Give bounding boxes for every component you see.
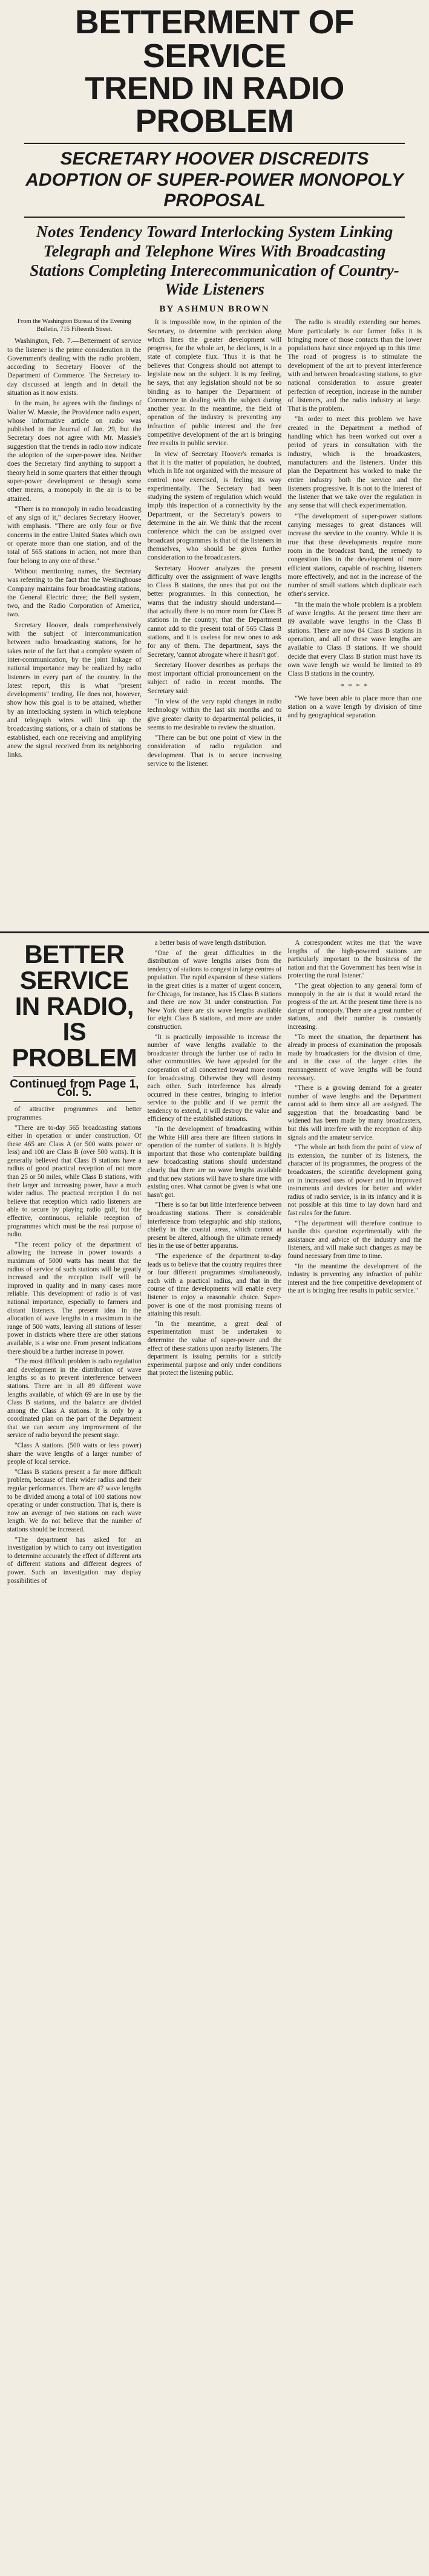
article-paragraph: Secretary Hoover describes as perhaps the most important official pronouncement on the subject of radio in recent months. The Secretary said:: [147, 660, 282, 695]
headline: [8, 5, 421, 138]
headline-rule: [24, 143, 405, 144]
article-paragraph: "In the meantime the development of the industry is preventing any infraction of public interest and the free competitive development of the art is bringing free results in public service.": [287, 1262, 422, 1295]
article-paragraph: "Class A stations. (500 watts or less power) share the wave lengths of a larger number of people of local service.: [7, 1442, 142, 1466]
article-paragraph: "We have been able to place more than one station on a wave length by division of time and by geographical separation.: [287, 694, 422, 720]
article-paragraph: "One of the great difficulties in the distribution of wave lengths arises from the tendency of stations to congest in large centres of population. The rapid expansion of these stations in the great cities is a matter of urgent concern, for Chicago, for instance, has 15 Class B stations and there are now 31 under construction. For New York there are six wave lengths available for eight Class B stations, and more are under construction.: [147, 949, 282, 1031]
article-paragraph: In the main, he agrees with the findings of Walter W. Massie, the Providence radio expert, whose informative article on radio was published in the Journal of Jan. 29, but the Secretary does not agree with Mr. Massie's suggestion that the trends in radio now indicate the adoption of the super-power idea. Neither does the Secretary find anything to support a theory held in some quarters that either through super-power development or through some other means, a monopoly in the air is to be attained.: [7, 399, 142, 503]
continued-column-3: [287, 939, 422, 2560]
article-paragraph: Without mentioning names, the Secretary was referring to the fact that the Westinghouse Company maintains four broadcasting stations, the General Electric three; the Bell system, two, and the Radio Corporation of America, two.: [7, 567, 142, 619]
section-stars: * * * *: [340, 682, 369, 691]
article-paragraph: "There can be but one point of view in the consideration of radio regulation and development. That is to secure increasing service to the listener.: [147, 734, 282, 768]
article-column-1: [7, 318, 142, 1008]
article-paragraph: "The whole art both from the point of view of its extension, the number of its listeners, the character of its programmes, the progress of the broadcasters, the scientific development going on in increased uses of power and in improved instruments and devices for better and wider radius of radio service, is in its infancy and it is not possible at this time to lay down hard and fast rules for the future.: [287, 1144, 422, 1217]
article-paragraph: "There is a growing demand for a greater number of wave lengths and the Department cannot add to them since all are assigned. The suggestion that the broadcasting band be widened has been made by many broadcasters, but this will interfere with the reception of ship signals and the amateur service.: [287, 1084, 422, 1141]
article-paragraph: "In the meantime, a great deal of experimentation must be undertaken to determine the value of super-power and the effect of these stations upon nearby listeners. The department is issuing permits for a strictly experimental purpose and only under conditions that protect the listening public.: [147, 1320, 282, 1377]
article-column-2: [148, 318, 282, 1008]
article-paragraph: "In order to meet this problem we have created in the Department a method of handling which has been worked out over a period of years in consultation with the industry, which is the broadcasters, manufacturers and the listeners. Under this plan the Department has worked to make the entire industry both the service and the listeners progressive. It is not to the interest of the listener that we take over the regulation in any sense that will check experimentation.: [287, 415, 422, 510]
article-paragraph: A correspondent writes me that 'the wave lengths of the high-powered stations are particularly important to the business of the nation and that the Government has been wise in protecting the rural listener.': [287, 939, 422, 980]
first-deck: SECRETARY HOOVER DISCREDITS ADOPTION OF SUPER-POWER MONOPOLY PROPOSAL: [25, 149, 404, 211]
article-paragraph: "In the main the whole problem is a problem of wave lengths. At the present time there are 89 available wave lengths in the Class B stations. There are now 84 Class B stations in operation, and all of these wave lengths are available to Class B stations. If we should decide that every Class B station must have its own wave length we would be limited to 89 Class B stations in the country.: [287, 600, 422, 678]
continued-column-2: [148, 939, 282, 2560]
headline-line-2: TREND IN RADIO PROBLEM: [85, 71, 344, 140]
article-paragraph: Secretary Hoover, deals comprehensively with the subject of intercommunication between radio broadcasting stations, for he takes note of the fact that a complete system of inter-communication, by the joint linkage of national importance may be realized by radio listeners in every part of the country. In the latest report, this is what "present developments" tending. He does not, however, show how this goal is to be attained, whether by an interlocking system in which telephone and telegraph wires will link up the broadcasting stations, or a chain of stations be established, each one receiving and amplifying anew the signal received from its neighboring links.: [7, 621, 142, 759]
article-paragraph: a better basis of wave length distribution.: [154, 939, 267, 947]
article-paragraph: In view of Secretary Hoover's remarks is that it is the matter of population, he doubted, which in life not organized with the measure of control now exercised, is feeling its way experimentally. The Secretary had been studying the system of regulation which would imply this inspection of a connectivity by the Department, or the Secretary's powers to determine in the air. We think that the recent conference which the can be assigned over broadcast programmes is that of the listeners in themselves, who should be given further consideration to the broadcasters.: [147, 449, 282, 562]
article-paragraph: of attractive programmes and better programmes.: [7, 1106, 142, 1121]
headline-line-1: BETTERMENT OF SERVICE: [75, 3, 354, 75]
article-paragraph: "Class B stations present a far more difficult problem, because of their wider radius and their regular performances. There are 47 wave lengths to be divided among a total of 100 stations now operating or under construction. That is, there is now an average of two stations on each wave length. We do not believe that the number of stations should be increased.: [7, 1468, 142, 1534]
article-paragraph: "The development of super-power stations carrying messages to great distances will increase the service to the country. While it is true that these developments require more room in the broadcast band, the remedy to congestion lies in the development of more efficient stations, capable of reaching listeners more effectively, and not in the increase of the number of small stations which duplicate each other's service.: [287, 512, 422, 598]
article-paragraph: "There is no monopoly in radio broadcasting of any sign of it," declares Secretary Hoover, with emphasis. "There are only four or five concerns in the entire United States which own or operate more than one station, and of the total of 565 stations in action, not more than four belong to any one of these.": [7, 504, 142, 565]
article-paragraph: Washington, Feb. 7.—Betterment of service to the listener is the prime consideration in the Government's dealing with the radio problem, according to Secretary Hoover of the Department of Commerce. The Secretary to-day discussed at length and in detail the situation as it now exists.: [7, 337, 142, 397]
article-paragraph: Secretary Hoover analyzes the present difficulty over the assignment of wave lengths to Class B stations, the ones that put out the better programmes. In this connection, he warns that the industry should understand—that actually there is no more room for Class B stations in the country; that the Department cannot add to the present total of 565 Class B stations, and it is useless for new ones to ask for any of them. The department, says the Secretary, 'cannot abrogate where it hasn't got'.: [147, 564, 282, 659]
article-paragraph: "The experience of the department to-day leads us to believe that the country requires three or four different programmes simultaneously, each with a practical radius, and that in the course of time developments will enable every listener to enjoy a reasonable choice. Super-power is one of the most promising means of attaining this result.: [147, 1252, 282, 1318]
byline: BY ASHMUN BROWN: [159, 304, 270, 315]
article-paragraph: "In view of the very rapid changes in radio technology within the last six months and to give greater clarity to departmental policies, it seems to me desirable to review the situation.: [147, 697, 282, 731]
article-paragraph: "There is so far but little interference between broadcasting stations. There is considerable interference from telegraphic and ship stations, chiefly in the coastal areas, which cannot at present be altered, although the ultimate remedy lies in the use of better apparatus.: [147, 1201, 282, 1250]
continued-columns: [7, 939, 422, 2560]
article-paragraph: "The department will therefore continue to handle this question experimentally with the assistance and advice of the industry and the listeners, and will make such changes as may be found necessary from time to time.: [287, 1219, 422, 1260]
article-paragraph: The radio is steadily extending our homes. More particularly is our farmer folks it is bringing more of those contacts than the lower populations have since enjoyed up to this time. The road of progress is to stimulate the development of the art to prevent interference with and between broadcasting stations, to give national consideration to assure greater perfection of reception, increase in the number of listeners, and the radio industry at large. That is the problem.: [287, 318, 422, 413]
article-paragraph: "The great objection to any general form of monopoly in the air is that it would retard the progress of the art. At the present time there is no danger of monopoly. There are a great number of stations, and their number is constantly increasing.: [287, 982, 422, 1031]
article-columns: [7, 318, 422, 1008]
second-deck: Notes Tendency Toward Interlocking System Linking Telegraph and Telephone Wires With Broadcasting Stations Completing Interecommunication of Country-Wide Listeners: [30, 222, 399, 299]
deck-rule: [24, 217, 405, 218]
article-paragraph: "The most difficult problem is radio regulation and development in the distribution of wave lengths so as to prevent interference between stations. There are in all 89 different wave lengths available, of which 69 are in use by the Class B stations, and the balance are divided among the Class A stations. It is only by a coordinated plan on the part of the Department that we can secure any improvement of the service of radio beyond the present stage.: [7, 1358, 142, 1440]
bureau-dateline: From the Washington Bureau of the Evening Bulletin, 715 Fifteenth Street.: [17, 318, 131, 333]
article-paragraph: "The recent policy of the department of allowing the increase in power towards a maximum of 5000 watts has meant that the radius of service of such stations will be greatly increased and the reception itself will be improved in quality and in many cases more reliable. This development of radio is of vast national importance, especially to farmers and distant listeners. The present idea in the allocation of wave lengths in a maximum in the range of 500 watts, leaving all stations of lesser power in districts where there are other stations available, is a wise one. From present indications there should be a further increase in power.: [7, 1241, 142, 1355]
article-paragraph: "It is practically impossible to increase the number of wave lengths available to the broadcaster through the further use of radio in other communities. We have appealed for the cooperation of all concerned toward more room for broadcasting. Otherwise they will destroy each other. Such interference has already occurred in these centres, bringing to inferior service to the public and if we permit the tendency to extend, it will destroy the value and efficiency of the established stations.: [147, 1033, 282, 1123]
continued-rule: [13, 1101, 136, 1102]
article-paragraph: "There are to-day 565 broadcasting stations either in operation or under construction. Of these 465 are Class A (or 500 watts power or less) and 100 are Class B (over 500 watts). It is generally believed that Class B stations have a radius of good practical reception of not more than 25 or 50 miles, while Class B stations, with their larger and increasing power, have a much wider radius. The practical reception I do not believe that reception which radio listeners are able to secure by playing radio golf, but the effective, continuous, reliable reception of programmes which must be the real purpose of radio.: [7, 1124, 142, 1239]
continued-article: [0, 931, 429, 2571]
article-paragraph: "In the development of broadcasting within the White Hill area there are fifteen stations in operation of the number of stations. It is highly important that those who contemplate building new broadcasting stations should understand clearly that there are no wave lengths available and that new stations will have to share time with existing ones. What cannot be given is what one hasn't got.: [147, 1126, 282, 1199]
article-paragraph: "To meet the situation, the department has already in process of examination the proposals made by broadcasters for the division of time, and in the case of the larger cities the rearrangement of wave lengths will be found necessary.: [287, 1033, 422, 1082]
article-column-3: [287, 318, 422, 1008]
main-article: [0, 0, 429, 1008]
article-paragraph: "The department has asked for an investigation by which to carry out investigation to determine accurately the effect of different arts of different stations and different degrees of power. Such an investigation may display possibilities of: [7, 1536, 142, 1585]
continued-rule: [13, 1076, 136, 1077]
continued-column-1: [7, 939, 142, 2560]
article-paragraph: It is impossible now, in the opinion of the Secretary, to determine with precision along which lines the greater development will progress, for the whole art, he declares, is in a state of complete flux. Thus it is that he believes that Congress should not attempt to legislate now on the subject. It is my feeling, he says, that any legislation should not be so binding as to hamper the Department of Commerce in dealing with the subject during another year. In the meantime, the field of operation of the industry is preventing any infraction of public interest and the free competitive development of the art is bringing free results in public service.: [147, 318, 282, 448]
continued-from-note: Continued from Page 1, Col. 5.: [10, 1078, 139, 1099]
continued-headline: BETTER SERVICE IN RADIO, IS PROBLEM: [11, 940, 137, 1072]
